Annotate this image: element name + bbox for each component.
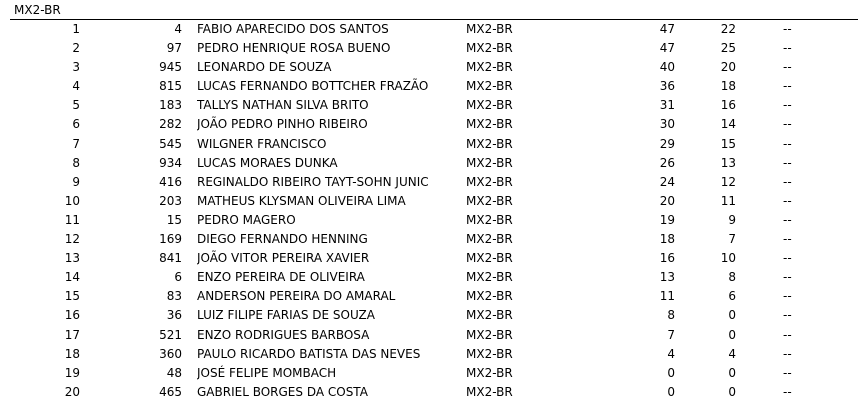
points-cell: 18 [659, 232, 675, 247]
gap-cell: -- [783, 98, 792, 113]
gap-cell: -- [783, 117, 792, 132]
class-cell: MX2-BR [466, 22, 513, 36]
class-cell: MX2-BR [466, 232, 513, 247]
rider-name-cell: JOSÉ FELIPE MOMBACH [197, 365, 337, 380]
position-cell: 5 [72, 98, 80, 113]
gap-cell: -- [783, 41, 792, 56]
table-row [0, 383, 858, 402]
points-cell: 4 [667, 346, 675, 361]
points-cell: 16 [659, 251, 675, 266]
position-cell: 6 [72, 117, 80, 132]
class-cell: MX2-BR [466, 327, 513, 342]
points-cell: 31 [659, 98, 675, 113]
rider-number-cell: 521 [159, 327, 182, 342]
points-cell: 29 [659, 136, 675, 151]
rider-name-cell: ANDERSON PEREIRA DO AMARAL [197, 289, 396, 304]
position-cell: 13 [64, 251, 80, 266]
class-cell: MX2-BR [466, 365, 513, 380]
points-cell: 0 [667, 384, 675, 399]
position-cell: 12 [64, 232, 80, 247]
position-cell: 9 [72, 174, 80, 189]
rider-number-cell: 97 [166, 41, 182, 56]
laps-cell: 0 [728, 365, 736, 380]
gap-cell: -- [783, 308, 792, 323]
rider-number-cell: 545 [159, 136, 182, 151]
points-cell: 20 [659, 193, 675, 208]
laps-cell: 25 [720, 41, 736, 56]
position-cell: 3 [72, 60, 80, 75]
class-cell: MX2-BR [466, 174, 513, 189]
rider-number-cell: 169 [159, 232, 182, 247]
table-row [0, 211, 858, 230]
table-row [0, 364, 858, 383]
table-row [0, 58, 858, 77]
rider-number-cell: 360 [159, 346, 182, 361]
gap-cell: -- [783, 212, 792, 227]
position-cell: 16 [64, 308, 80, 323]
position-cell: 11 [64, 212, 80, 227]
points-cell: 47 [659, 22, 675, 36]
table-row [0, 192, 858, 211]
rider-name-cell: REGINALDO RIBEIRO TAYT-SOHN JUNIC [197, 174, 429, 189]
gap-cell: -- [783, 365, 792, 380]
position-cell: 18 [64, 346, 80, 361]
laps-cell: 6 [728, 289, 736, 304]
laps-cell: 11 [720, 193, 736, 208]
class-cell: MX2-BR [466, 346, 513, 361]
points-cell: 13 [659, 270, 675, 285]
gap-cell: -- [783, 174, 792, 189]
rider-number-cell: 4 [174, 22, 182, 36]
gap-cell: -- [783, 346, 792, 361]
laps-cell: 16 [720, 98, 736, 113]
gap-cell: -- [783, 193, 792, 208]
rider-name-cell: TALLYS NATHAN SILVA BRITO [197, 98, 369, 113]
gap-cell: -- [783, 155, 792, 170]
rider-number-cell: 15 [166, 212, 182, 227]
position-cell: 7 [72, 136, 80, 151]
position-cell: 8 [72, 155, 80, 170]
laps-cell: 9 [728, 212, 736, 227]
laps-cell: 15 [720, 136, 736, 151]
table-row [0, 173, 858, 192]
position-cell: 17 [64, 327, 80, 342]
rider-name-cell: LUIZ FILIPE FARIAS DE SOUZA [197, 308, 375, 323]
points-cell: 19 [659, 212, 675, 227]
laps-cell: 10 [720, 251, 736, 266]
gap-cell: -- [783, 289, 792, 304]
rider-name-cell: JOÃO PEDRO PINHO RIBEIRO [197, 117, 368, 132]
rider-name-cell: GABRIEL BORGES DA COSTA [197, 384, 368, 399]
points-cell: 0 [667, 365, 675, 380]
rider-name-cell: PAULO RICARDO BATISTA DAS NEVES [197, 346, 421, 361]
points-cell: 26 [659, 155, 675, 170]
rider-name-cell: ENZO PEREIRA DE OLIVEIRA [197, 270, 365, 285]
rider-name-cell: FABIO APARECIDO DOS SANTOS [197, 22, 389, 36]
rider-name-cell: MATHEUS KLYSMAN OLIVEIRA LIMA [197, 193, 406, 208]
table-row [0, 154, 858, 173]
rider-number-cell: 465 [159, 384, 182, 399]
rider-number-cell: 36 [166, 308, 182, 323]
class-cell: MX2-BR [466, 60, 513, 75]
laps-cell: 22 [720, 22, 736, 36]
points-cell: 47 [659, 41, 675, 56]
rider-number-cell: 48 [166, 365, 182, 380]
table-row [0, 345, 858, 364]
laps-cell: 8 [728, 270, 736, 285]
rider-number-cell: 416 [159, 174, 182, 189]
position-cell: 2 [72, 41, 80, 56]
class-cell: MX2-BR [466, 308, 513, 323]
table-row [0, 115, 858, 134]
results-table [0, 20, 858, 402]
laps-cell: 20 [720, 60, 736, 75]
class-cell: MX2-BR [466, 384, 513, 399]
rider-name-cell: LEONARDO DE SOUZA [197, 60, 332, 75]
points-cell: 8 [667, 308, 675, 323]
rider-number-cell: 6 [174, 270, 182, 285]
laps-cell: 14 [720, 117, 736, 132]
gap-cell: -- [783, 270, 792, 285]
position-cell: 10 [64, 193, 80, 208]
category-title: MX2-BR [14, 3, 61, 17]
class-cell: MX2-BR [466, 117, 513, 132]
table-row [0, 268, 858, 287]
rider-number-cell: 815 [159, 79, 182, 94]
gap-cell: -- [783, 79, 792, 94]
gap-cell: -- [783, 251, 792, 266]
rider-number-cell: 83 [166, 289, 182, 304]
points-cell: 7 [667, 327, 675, 342]
rider-number-cell: 945 [159, 60, 182, 75]
class-cell: MX2-BR [466, 41, 513, 56]
position-cell: 14 [64, 270, 80, 285]
position-cell: 20 [64, 384, 80, 399]
position-cell: 4 [72, 79, 80, 94]
class-cell: MX2-BR [466, 251, 513, 266]
rider-number-cell: 282 [159, 117, 182, 132]
class-cell: MX2-BR [466, 98, 513, 113]
table-row [0, 306, 858, 325]
laps-cell: 7 [728, 232, 736, 247]
table-row [0, 77, 858, 96]
position-cell: 15 [64, 289, 80, 304]
points-cell: 40 [659, 60, 675, 75]
gap-cell: -- [783, 22, 792, 36]
table-row [0, 20, 858, 39]
rider-number-cell: 934 [159, 155, 182, 170]
class-cell: MX2-BR [466, 79, 513, 94]
table-row [0, 230, 858, 249]
points-cell: 24 [659, 174, 675, 189]
gap-cell: -- [783, 60, 792, 75]
table-row [0, 326, 858, 345]
rider-number-cell: 203 [159, 193, 182, 208]
class-cell: MX2-BR [466, 212, 513, 227]
laps-cell: 13 [720, 155, 736, 170]
laps-cell: 12 [720, 174, 736, 189]
rider-name-cell: LUCAS FERNANDO BOTTCHER FRAZÃO [197, 79, 429, 94]
rider-name-cell: PEDRO MAGERO [197, 212, 296, 227]
position-cell: 19 [64, 365, 80, 380]
gap-cell: -- [783, 327, 792, 342]
laps-cell: 0 [728, 308, 736, 323]
rider-name-cell: PEDRO HENRIQUE ROSA BUENO [197, 41, 391, 56]
rider-number-cell: 183 [159, 98, 182, 113]
gap-cell: -- [783, 136, 792, 151]
table-row [0, 96, 858, 115]
gap-cell: -- [783, 384, 792, 399]
rider-name-cell: LUCAS MORAES DUNKA [197, 155, 338, 170]
points-cell: 11 [659, 289, 675, 304]
table-row [0, 287, 858, 306]
rider-number-cell: 841 [159, 251, 182, 266]
points-cell: 36 [659, 79, 675, 94]
class-cell: MX2-BR [466, 136, 513, 151]
class-cell: MX2-BR [466, 193, 513, 208]
class-cell: MX2-BR [466, 289, 513, 304]
class-cell: MX2-BR [466, 270, 513, 285]
laps-cell: 4 [728, 346, 736, 361]
laps-cell: 0 [728, 327, 736, 342]
gap-cell: -- [783, 232, 792, 247]
rider-name-cell: DIEGO FERNANDO HENNING [197, 232, 368, 247]
position-cell: 1 [72, 22, 80, 36]
points-cell: 30 [659, 117, 675, 132]
table-row [0, 249, 858, 268]
rider-name-cell: WILGNER FRANCISCO [197, 136, 327, 151]
rider-name-cell: JOÃO VITOR PEREIRA XAVIER [197, 251, 370, 266]
class-cell: MX2-BR [466, 155, 513, 170]
laps-cell: 0 [728, 384, 736, 399]
laps-cell: 18 [720, 79, 736, 94]
table-row [0, 135, 858, 154]
rider-name-cell: ENZO RODRIGUES BARBOSA [197, 327, 370, 342]
table-row [0, 39, 858, 58]
